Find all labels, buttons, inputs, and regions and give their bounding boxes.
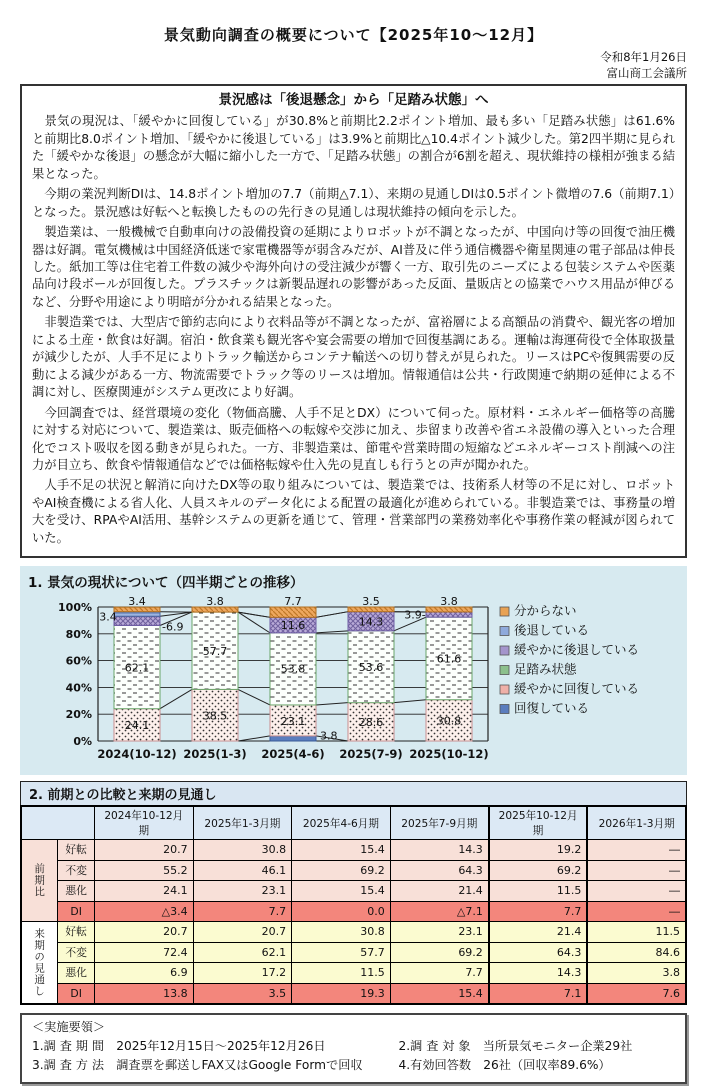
- col-header: 2025年7-9月期: [390, 806, 489, 840]
- data-label: 3.9-: [404, 609, 425, 622]
- survey-outline-box: [20, 1013, 687, 1084]
- data-label: 11.6: [281, 619, 306, 632]
- row-group-label: 前期比: [21, 840, 58, 922]
- value-cell: ―: [587, 860, 686, 881]
- value-cell: 15.4: [390, 983, 489, 1004]
- stacked-bar-chart: [28, 591, 675, 773]
- chart-section-title: 1. 景気の現状について（四半期ごとの推移）: [28, 571, 679, 591]
- value-cell: 19.2: [489, 840, 588, 861]
- bar-segment: [270, 607, 316, 617]
- value-cell: 6.9: [95, 963, 194, 984]
- y-tick-label: 40%: [66, 682, 92, 695]
- value-cell: 84.6: [587, 942, 686, 963]
- table-corner-cell: [21, 806, 95, 840]
- legend-swatch: [500, 666, 509, 675]
- value-cell: 30.8: [193, 840, 292, 861]
- value-cell: ―: [587, 881, 686, 902]
- value-cell: 14.3: [390, 840, 489, 861]
- row-label: 不変: [58, 942, 95, 963]
- value-cell: 14.3: [489, 963, 588, 984]
- data-label: 30.8: [437, 715, 462, 728]
- summary-paragraph-5: 今回調査では、経営環境の変化（物価高騰、人手不足とDX）について伺った。原材料・エネルギー価格等の高騰に対する対応について、製造業は、販売価格への転嫁や交渉に加え、歩留まり改善や省エネ設備の導入といった合理化でコスト吸収を図る動きが見られた。一方、非製造業は、節電や営業時間の短縮などエネルギーコスト削減への注力が目立ち、飲食や情報通信などでは価格転嫁や仕入先の見直しも行うとの声が聞かれた。: [32, 405, 675, 475]
- legend-label: 後退している: [514, 623, 589, 638]
- row-label: DI: [58, 983, 95, 1004]
- value-cell: 7.1: [489, 983, 588, 1004]
- data-label: 3.4: [128, 595, 146, 608]
- col-header: 2025年10-12月期: [489, 806, 588, 840]
- x-axis-label: 2025(7-9): [339, 747, 402, 761]
- value-cell: 20.7: [95, 840, 194, 861]
- value-cell: 11.5: [587, 922, 686, 943]
- value-cell: 24.1: [95, 881, 194, 902]
- org-name: 富山商工会議所: [20, 65, 687, 81]
- row-label: 不変: [58, 860, 95, 881]
- col-header: 2025年1-3月期: [193, 806, 292, 840]
- value-cell: 72.4: [95, 942, 194, 963]
- y-tick-label: 0%: [73, 735, 92, 748]
- legend-swatch: [500, 685, 509, 694]
- data-label: 57.7: [203, 645, 228, 658]
- table-row: [21, 881, 686, 902]
- legend-swatch: [500, 646, 509, 655]
- value-cell: ―: [587, 901, 686, 922]
- value-cell: 13.8: [95, 983, 194, 1004]
- table-row: [21, 963, 686, 984]
- value-cell: 64.3: [489, 942, 588, 963]
- table-row: [21, 901, 686, 922]
- y-tick-label: 80%: [66, 628, 92, 641]
- y-tick-label: 100%: [58, 601, 92, 614]
- survey-outline-heading: ＜実施要領＞: [32, 1018, 675, 1037]
- value-cell: 21.4: [390, 881, 489, 902]
- data-label: 14.3: [359, 616, 384, 629]
- row-group-label: 来期の見通し: [21, 922, 58, 1005]
- table-row: [21, 922, 686, 943]
- value-cell: 64.3: [390, 860, 489, 881]
- col-header: 2024年10-12月期: [95, 806, 194, 840]
- row-label: DI: [58, 901, 95, 922]
- value-cell: 62.1: [193, 942, 292, 963]
- legend-label: 回復している: [514, 701, 589, 716]
- data-label: 7.7: [284, 595, 302, 608]
- data-label: 61.6: [437, 653, 462, 666]
- survey-item-2: 2.調 査 対 象 当所景気モニター企業29社: [399, 1037, 675, 1056]
- page-title: 景気動向調査の概要について【2025年10～12月】: [20, 10, 687, 45]
- survey-outline-items: [32, 1037, 675, 1075]
- value-cell: △7.1: [390, 901, 489, 922]
- value-cell: 46.1: [193, 860, 292, 881]
- value-cell: 0.0: [292, 901, 391, 922]
- value-cell: 17.2: [193, 963, 292, 984]
- data-label: 53.6: [359, 661, 384, 674]
- value-cell: 20.7: [95, 922, 194, 943]
- table-row: [21, 860, 686, 881]
- value-cell: 69.2: [489, 860, 588, 881]
- bar-segment: [270, 736, 316, 741]
- bar-segment: [114, 612, 160, 617]
- value-cell: 7.6: [587, 983, 686, 1004]
- table-row: [21, 942, 686, 963]
- y-tick-label: 20%: [66, 708, 92, 721]
- legend-label: 分からない: [514, 603, 577, 618]
- section-table: [20, 781, 687, 1005]
- data-label: 23.1: [281, 715, 306, 728]
- value-cell: 19.3: [292, 983, 391, 1004]
- data-label: 3.5: [362, 595, 380, 608]
- legend-swatch: [500, 627, 509, 636]
- value-cell: 11.5: [292, 963, 391, 984]
- table-section-title: 2. 前期との比較と来期の見通し: [20, 781, 687, 805]
- bar-segment: [426, 612, 472, 617]
- value-cell: 7.7: [193, 901, 292, 922]
- data-label: 38.5: [203, 710, 228, 723]
- y-tick-label: 60%: [66, 655, 92, 668]
- value-cell: 57.7: [292, 942, 391, 963]
- value-cell: 15.4: [292, 881, 391, 902]
- data-label: 24.1: [125, 719, 150, 732]
- summary-paragraph-6: 人手不足の状況と解消に向けたDX等の取り組みについては、製造業では、技術系人材等の不足に対し、ロボットやAI検査機による省人化、人員スキルのデータ化による配置の最適化が進められている。非製造業では、事務量の増大を受け、RPAやAI活用、基幹システムの更新を通じて、管理・営業部門の業務効率化や事務作業の軽減が図られていた。: [32, 477, 675, 547]
- value-cell: 3.8: [587, 963, 686, 984]
- data-label: 28.6: [359, 716, 384, 729]
- data-label: 3.8: [206, 595, 224, 608]
- x-axis-label: 2025(4-6): [261, 747, 324, 761]
- value-cell: 7.7: [390, 963, 489, 984]
- survey-item-1: 1.調 査 期 間 2025年12月15日～2025年12月26日: [32, 1037, 399, 1056]
- legend-label: 緩やかに回復している: [514, 681, 639, 696]
- data-label: -6.9: [162, 621, 183, 634]
- value-cell: 7.7: [489, 901, 588, 922]
- row-label: 悪化: [58, 881, 95, 902]
- value-cell: 20.7: [193, 922, 292, 943]
- col-header: 2026年1-3月期: [587, 806, 686, 840]
- table-row: [21, 983, 686, 1004]
- row-label: 悪化: [58, 963, 95, 984]
- issue-date: 令和8年1月26日: [20, 49, 687, 65]
- legend-label: 緩やかに後退している: [514, 642, 639, 657]
- section-chart: [20, 566, 687, 775]
- data-label: 62.1: [125, 662, 150, 675]
- value-cell: 55.2: [95, 860, 194, 881]
- summary-heading: 景況感は「後退懸念」から「足踏み状態」へ: [32, 91, 675, 110]
- bar-segment: [114, 616, 160, 625]
- outlook-table: [20, 805, 687, 1005]
- legend-swatch: [500, 607, 509, 616]
- row-label: 好転: [58, 922, 95, 943]
- x-axis-label: 2024(10-12): [97, 747, 176, 761]
- legend-label: 足踏み状態: [514, 662, 577, 677]
- value-cell: ―: [587, 840, 686, 861]
- value-cell: 30.8: [292, 922, 391, 943]
- summary-box: [20, 84, 687, 558]
- summary-paragraph-3: 製造業は、一般機械で自動車向けの設備投資の延期によりロボットが不調となったが、中国向け等の回復で油圧機器は好調。電気機械は中国経済低迷で家電機器等が弱含みだが、AI普及に伴う通信機器や衛星関連の電子部品は伸長した。紙加工等は住宅着工件数の減少や海外向けの受注減少が響く一方、取引先のニーズによる包装システムや医薬品向け段ボールが回復した。プラスチックは新製品遅れの影響があった反面、量販店との協業でハウス用品が伸びるなど、分野や用途により明暗が分かれる結果となった。: [32, 224, 675, 311]
- survey-item-4: 4.有効回答数 26社（回収率89.6%）: [399, 1056, 675, 1075]
- x-axis-label: 2025(10-12): [409, 747, 488, 761]
- summary-paragraph-1: 景気の現況は、「緩やかに回復している」が30.8%と前期比2.2ポイント増加、最も多い「足踏み状態」は61.6%と前期比8.0ポイント増加、「緩やかに後退している」は3.9%と前期比△10.4ポイント減少した。第2四半期に見られた「緩やかな後退」の懸念が大幅に縮小した一方で、「足踏み状態」の割合が6割を超え、現状維持の様相が強まる結果となった。: [32, 113, 675, 183]
- value-cell: 3.5: [193, 983, 292, 1004]
- table-row: [21, 840, 686, 861]
- legend-swatch: [500, 705, 509, 714]
- value-cell: 69.2: [390, 942, 489, 963]
- col-header: 2025年4-6月期: [292, 806, 391, 840]
- survey-item-3: 3.調 査 方 法 調査票を郵送しFAX又はGoogle Formで回収: [32, 1056, 399, 1075]
- value-cell: 69.2: [292, 860, 391, 881]
- value-cell: △3.4: [95, 901, 194, 922]
- summary-paragraph-2: 今期の業況判断DIは、14.8ポイント増加の7.7（前期△7.1）、来期の見通しDIは0.5ポイント微増の7.6（前期7.1）となった。景況感は好転へと転換したものの先行きの見通しは現状維持の傾向を示した。: [32, 186, 675, 221]
- data-label: 3.4: [99, 611, 117, 624]
- data-label: 3.8: [320, 730, 338, 743]
- summary-paragraph-4: 非製造業では、大型店で節約志向により衣料品等が不調となったが、富裕層による高額品の消費や、観光客の増加による土産・飲食は好調。宿泊・飲食業も観光客や宴会需要の増加で回復基調にある。運輸は海運荷役で全体取扱量が減少したが、人手不足によりトラック輸送からコンテナ輸送への切り替えが見られた。リースはPCや復興需要の反動による減少がある一方、物流需要でトラック等のリースは増加。情報通信は公共・行政関連で納期の延伸による不調に対し、医療関連がシステム更改により好調。: [32, 314, 675, 401]
- row-label: 好転: [58, 840, 95, 861]
- data-label: 53.8: [281, 663, 306, 676]
- value-cell: 11.5: [489, 881, 588, 902]
- value-cell: 23.1: [193, 881, 292, 902]
- date-block: [20, 49, 687, 81]
- data-label: 3.8: [440, 595, 458, 608]
- value-cell: 21.4: [489, 922, 588, 943]
- value-cell: 23.1: [390, 922, 489, 943]
- x-axis-label: 2025(1-3): [183, 747, 246, 761]
- value-cell: 15.4: [292, 840, 391, 861]
